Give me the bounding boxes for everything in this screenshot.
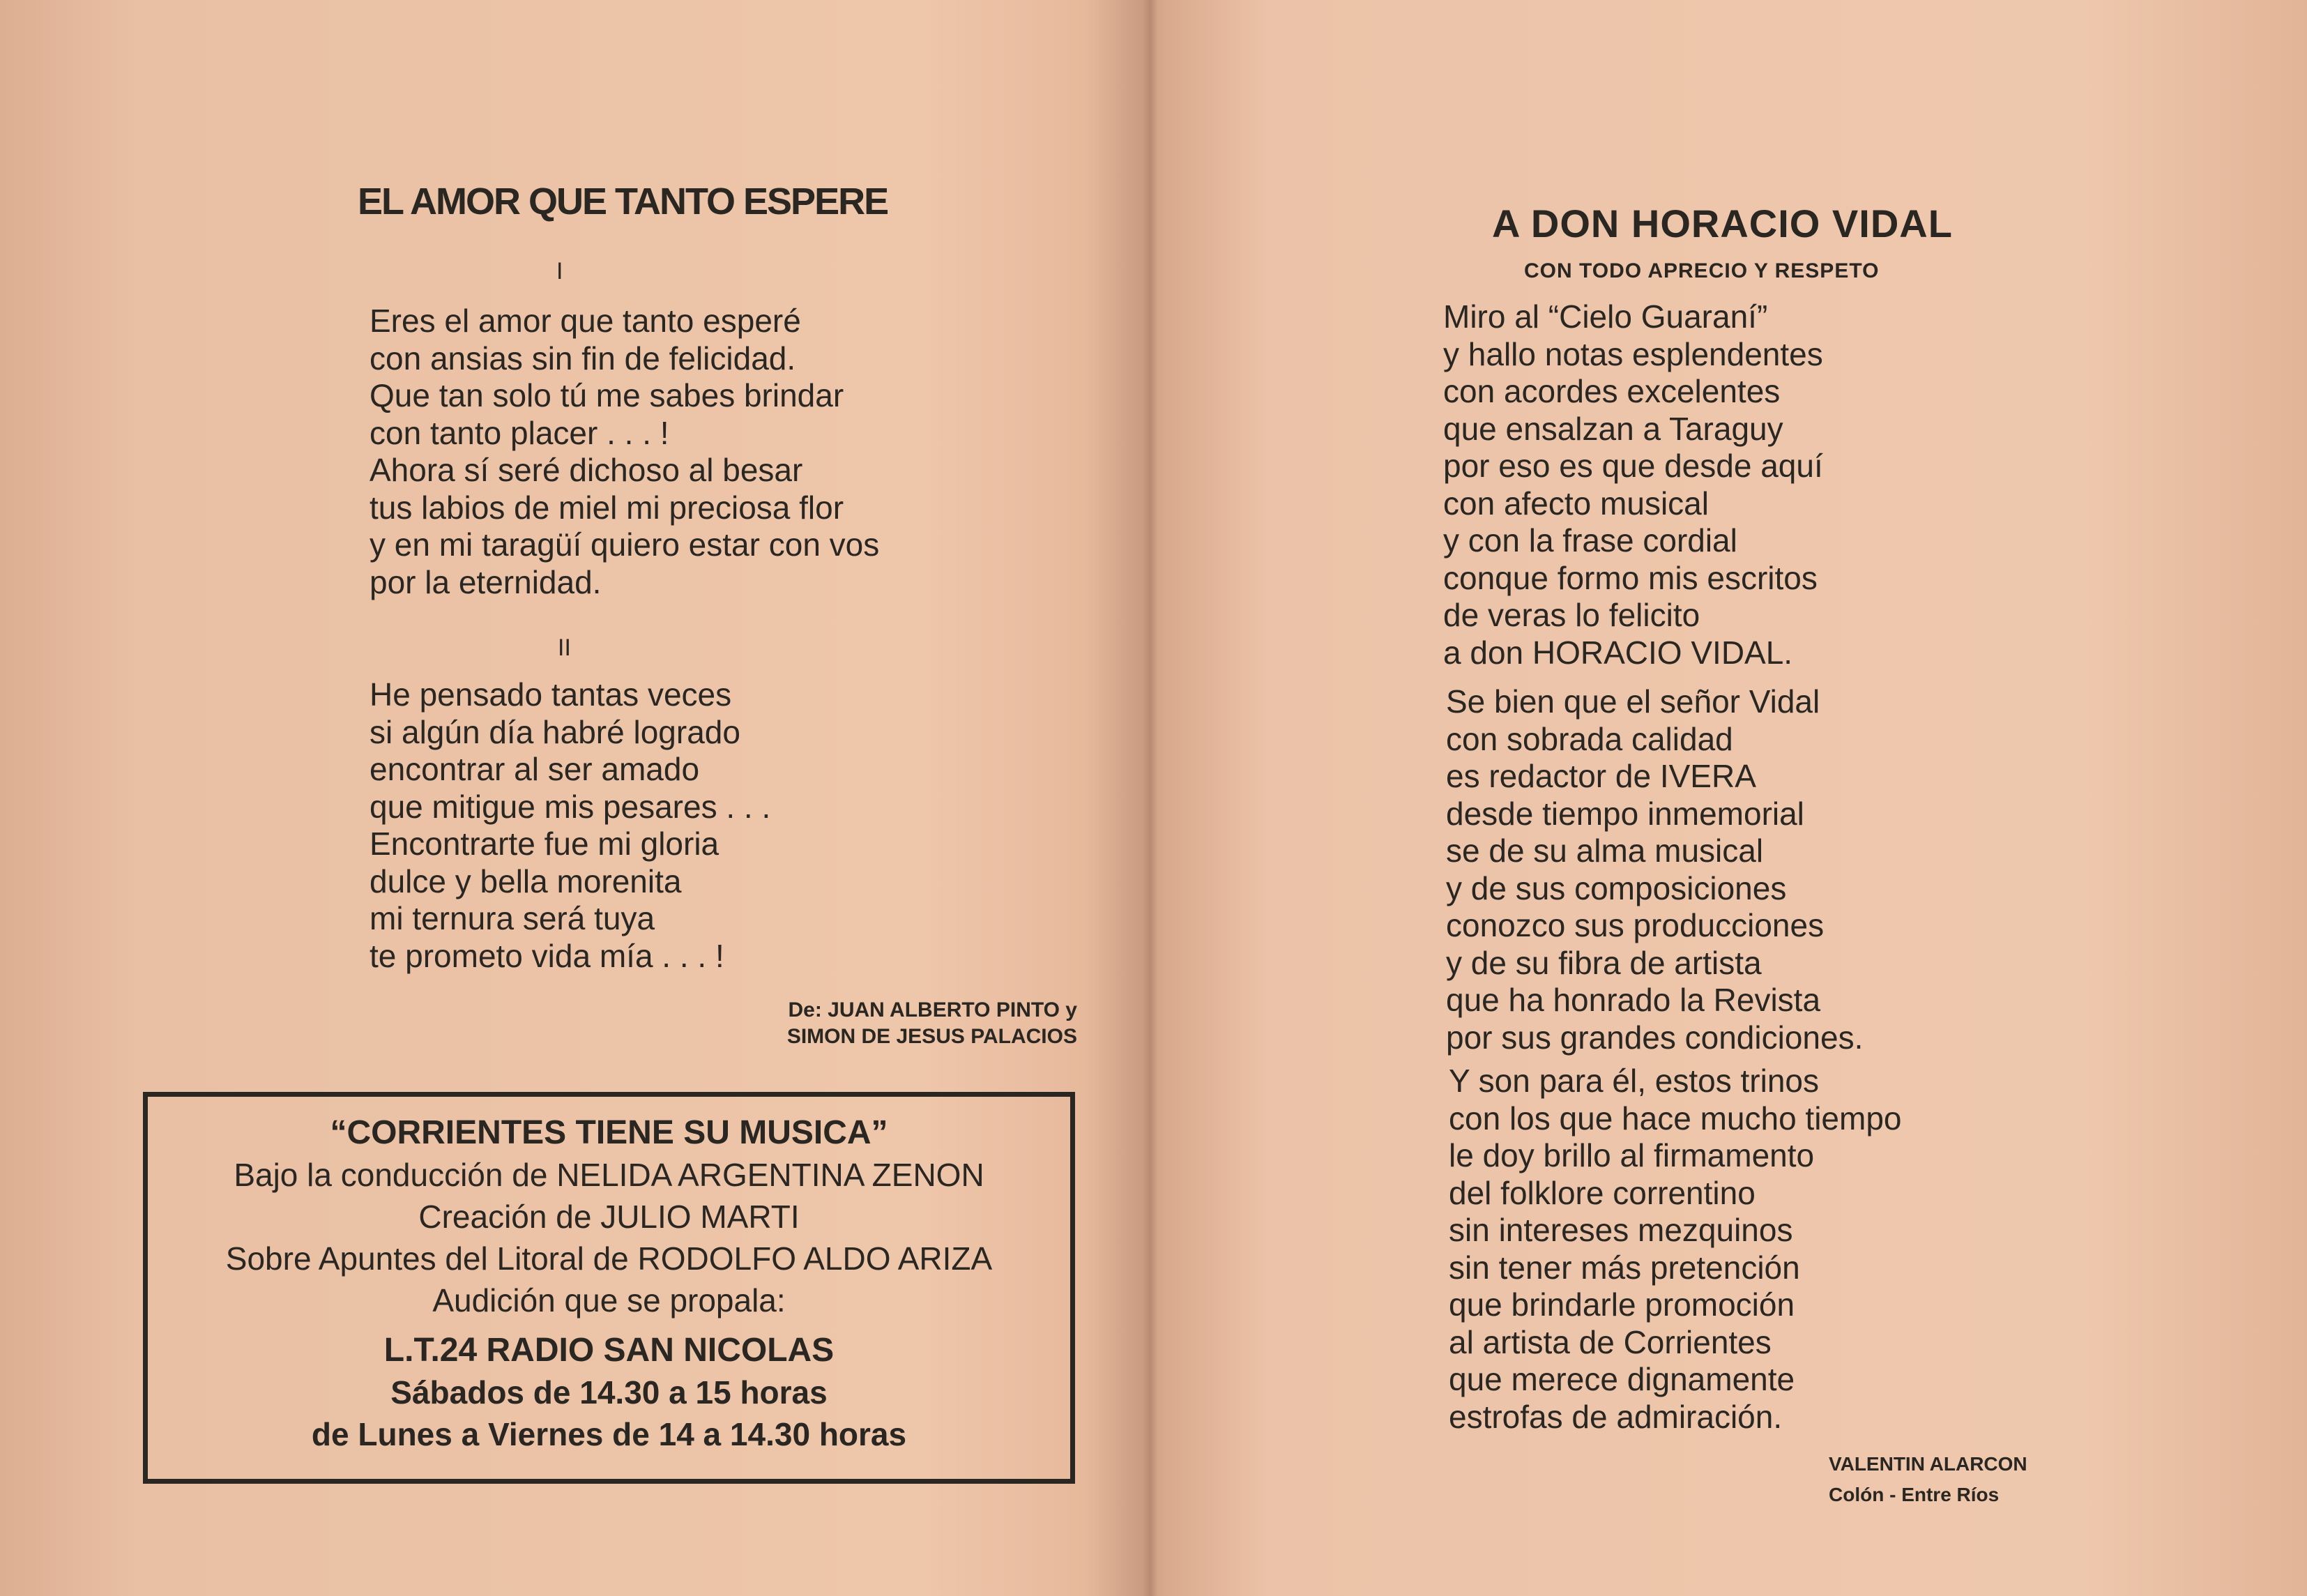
poem-line: que brindarle promoción xyxy=(1449,1286,1795,1323)
poem-line: con sobrada calidad xyxy=(1446,720,1733,757)
poem-line: estrofas de admiración. xyxy=(1449,1398,1783,1435)
poem-credit xyxy=(787,997,1077,1050)
poem-line: a don HORACIO VIDAL. xyxy=(1443,634,1793,671)
poem-line: Miro al “Cielo Guaraní” xyxy=(1443,298,1768,335)
author-location: Colón - Entre Ríos xyxy=(1829,1484,2000,1505)
poem-title: A DON HORACIO VIDAL xyxy=(1492,202,1953,245)
poem-line: dulce y bella morenita xyxy=(370,862,682,899)
poem-line: al artista de Corrientes xyxy=(1449,1323,1772,1360)
poem-dedication: CON TODO APRECIO Y RESPETO xyxy=(1524,259,1880,282)
ad-schedule: de Lunes a Viernes de 14 a 14.30 horas xyxy=(311,1416,907,1452)
credit-line: SIMON DE JESUS PALACIOS xyxy=(786,1025,1077,1048)
author-name: VALENTIN ALARCON xyxy=(1829,1453,2027,1475)
poem-line: por sus grandes condiciones. xyxy=(1446,1019,1864,1056)
poem-line: Eres el amor que tanto esperé xyxy=(370,303,801,339)
poem-line: sin tener más pretención xyxy=(1449,1249,1800,1286)
poem-line: le doy brillo al firmamento xyxy=(1449,1137,1815,1173)
poem-line: He pensado tantas veces xyxy=(370,676,732,713)
poem-line: con afecto musical xyxy=(1443,485,1709,522)
poem-line: encontrar al ser amado xyxy=(370,751,700,787)
poem-line: conozco sus producciones xyxy=(1446,907,1825,943)
poem-line: desde tiempo inmemorial xyxy=(1446,795,1804,832)
poem-line: sin intereses mezquinos xyxy=(1449,1212,1793,1248)
poem-credit xyxy=(1829,1449,2027,1510)
poem-line: si algún día habré logrado xyxy=(370,713,740,750)
ad-line: Bajo la conducción de NELIDA ARGENTINA ZENON xyxy=(234,1157,984,1193)
poem-line: y de su fibra de artista xyxy=(1446,944,1762,981)
poem-line: Se bien que el señor Vidal xyxy=(1446,683,1820,720)
ad-station: L.T.24 RADIO SAN NICOLAS xyxy=(383,1332,835,1369)
poem-line: que ensalzan a Taraguy xyxy=(1443,410,1783,447)
poem-line: por eso es que desde aquí xyxy=(1443,448,1823,484)
poem-line: te prometo vida mía . . . ! xyxy=(370,937,724,974)
poem-line: por la eternidad. xyxy=(370,563,602,600)
ad-line: Creación de JULIO MARTI xyxy=(418,1199,800,1235)
book-gutter xyxy=(1143,0,1157,1596)
poem-stanza xyxy=(1449,1063,1902,1436)
poem-line: de veras lo felicito xyxy=(1443,597,1700,633)
poem-stanza xyxy=(1443,298,1823,671)
ad-line: Audición que se propala: xyxy=(432,1282,786,1318)
poem-line: Ahora sí seré dichoso al besar xyxy=(370,452,803,488)
poem-line: que merece dignamente xyxy=(1449,1361,1795,1397)
poem-line: y de sus composiciones xyxy=(1446,869,1787,906)
poem-line: con los que hace mucho tiempo xyxy=(1449,1100,1902,1137)
credit-line: De: JUAN ALBERTO PINTO y xyxy=(788,998,1077,1021)
stanza-numeral: II xyxy=(558,634,571,661)
poem-line: es redactor de IVERA xyxy=(1446,758,1756,794)
ad-heading: “CORRIENTES TIENE SU MUSICA” xyxy=(330,1114,888,1151)
poem-line: conque formo mis escritos xyxy=(1443,559,1818,596)
poem-line: Que tan solo tú me sabes brindar xyxy=(370,377,844,413)
poem-line: y en mi taragüí quiero estar con vos xyxy=(370,526,880,563)
poem-line: del folklore correntino xyxy=(1449,1174,1756,1211)
poem-stanza xyxy=(370,303,879,601)
poem-line: y con la frase cordial xyxy=(1443,522,1737,558)
ad-line: Sobre Apuntes del Litoral de RODOLFO ALDO ARIZA xyxy=(225,1240,993,1277)
poem-line: que ha honrado la Revista xyxy=(1446,982,1821,1018)
poem-title: EL AMOR QUE TANTO ESPERE xyxy=(358,181,888,222)
stanza-numeral: I xyxy=(556,258,563,284)
poem-line: con ansias sin fin de felicidad. xyxy=(370,340,796,377)
poem-stanza xyxy=(370,676,770,975)
poem-line: tus labios de miel mi preciosa flor xyxy=(370,489,844,526)
poem-line: Y son para él, estos trinos xyxy=(1449,1063,1819,1099)
radio-ad-box xyxy=(143,1092,1075,1484)
poem-line: mi ternura será tuya xyxy=(370,900,655,936)
poem-line: con acordes excelentes xyxy=(1443,373,1781,409)
poem-line: Encontrarte fue mi gloria xyxy=(370,826,719,862)
poem-line: se de su alma musical xyxy=(1446,833,1764,869)
poem-line: con tanto placer . . . ! xyxy=(370,414,669,451)
poem-stanza xyxy=(1446,683,1863,1056)
poem-line: que mitigue mis pesares . . . xyxy=(370,788,771,825)
ad-schedule: Sábados de 14.30 a 15 horas xyxy=(390,1374,828,1411)
poem-line: y hallo notas esplendentes xyxy=(1443,335,1823,372)
